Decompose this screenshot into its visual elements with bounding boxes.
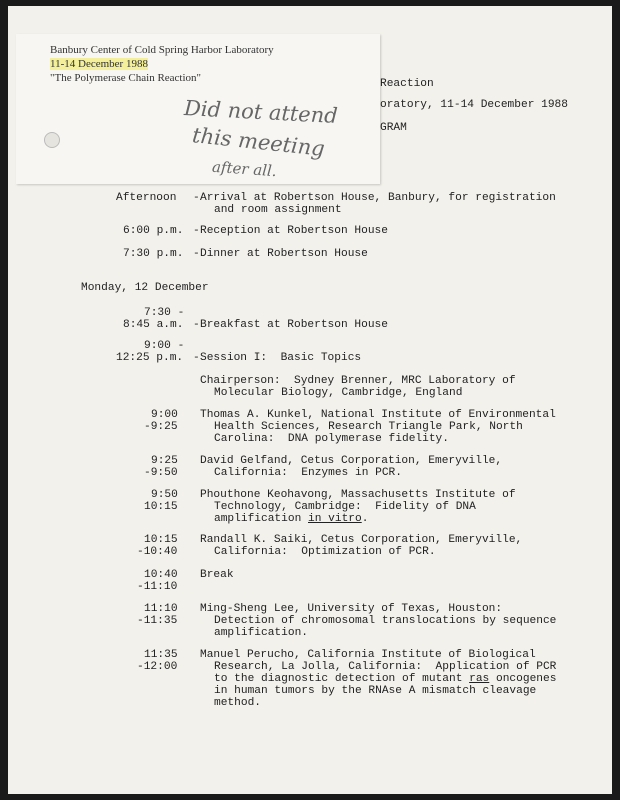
talk-line: Detection of chromosomal translocations by sequence (214, 615, 557, 627)
talk-line: Ming-Sheng Lee, University of Texas, Houston: (200, 603, 503, 615)
document-page (8, 6, 612, 794)
schedule-dash: - (193, 352, 200, 364)
talk-line: in human tumors by the RNAse A mismatch cleavage (214, 685, 537, 697)
talk-line: California: Enzymes in PCR. (214, 467, 402, 479)
talk-line: Carolina: DNA polymerase fidelity. (214, 433, 449, 445)
talk-line: amplification. (214, 627, 308, 639)
talk-time-start: 9:50 (151, 489, 178, 501)
schedule-dash: - (193, 319, 200, 331)
handwritten-note-line-2: this meeting (191, 123, 326, 161)
schedule-text: Dinner at Robertson House (200, 248, 368, 260)
chairperson-line-2: Molecular Biology, Cambridge, England (214, 387, 463, 399)
session-time-start: 9:00 - (144, 340, 185, 352)
header-program: GRAM (380, 122, 407, 134)
talk-line-end: oncogenes (489, 673, 557, 685)
schedule-dash: - (193, 192, 200, 204)
note-punch-hole (44, 132, 60, 148)
schedule-text-cont: and room assignment (214, 204, 342, 216)
note-line-2 (50, 58, 148, 70)
talk-time-end: -11:35 (137, 615, 178, 627)
note-line-3: "The Polymerase Chain Reaction" (50, 72, 202, 84)
talk-time-start: 11:10 (144, 603, 178, 615)
talk-line: Health Sciences, Research Triangle Park, North (214, 421, 523, 433)
talk-time-start: 11:35 (144, 649, 178, 661)
talk-line: Randall K. Saiki, Cetus Corporation, Emeryville, (200, 534, 523, 546)
break-label: Break (200, 569, 234, 581)
talk-line: Research, La Jolla, California: Application of PCR (214, 661, 557, 673)
talk-time-start: 9:00 (151, 409, 178, 421)
attached-note (16, 34, 380, 184)
talk-time-start: 9:25 (151, 455, 178, 467)
breakfast-time-end: 8:45 a.m. (123, 319, 184, 331)
session-title: Session I: Basic Topics (200, 352, 362, 364)
talk-time-start: 10:15 (144, 534, 178, 546)
chairperson-line-1: Chairperson: Sydney Brenner, MRC Laboratory of (200, 375, 516, 387)
talk-time-end: -11:10 (137, 581, 178, 593)
talk-line (214, 673, 556, 685)
talk-line: California: Optimization of PCR. (214, 546, 436, 558)
schedule-text: Reception at Robertson House (200, 225, 388, 237)
talk-line: Phouthone Keohavong, Massachusetts Institute of (200, 489, 516, 501)
handwritten-note-line-3: after all. (211, 157, 278, 181)
emphasis-ras: ras (469, 673, 490, 685)
talk-line-text: amplification (214, 513, 308, 525)
talk-time-end: -9:25 (144, 421, 178, 433)
breakfast-time-start: 7:30 - (144, 307, 185, 319)
emphasis-in-vitro: in vitro (308, 513, 362, 525)
breakfast-text: Breakfast at Robertson House (200, 319, 388, 331)
schedule-time: Afternoon (116, 192, 177, 204)
note-line-1: Banbury Center of Cold Spring Harbor Laboratory (50, 44, 274, 56)
talk-line: method. (214, 697, 261, 709)
note-line-2-text: 11-14 December 1988 (50, 58, 148, 70)
talk-line-end: . (361, 513, 369, 525)
talk-time-end: -9:50 (144, 467, 178, 479)
handwritten-note-line-1: Did not attend (183, 95, 339, 129)
talk-line: Manuel Perucho, California Institute of Biological (200, 649, 536, 661)
talk-line: Technology, Cambridge: Fidelity of DNA (214, 501, 476, 513)
talk-time-start: 10:40 (144, 569, 178, 581)
schedule-time: 7:30 p.m. (123, 248, 184, 260)
session-time-end: 12:25 p.m. (116, 352, 184, 364)
talk-time-end: 10:15 (144, 501, 178, 513)
talk-time-end: -10:40 (137, 546, 178, 558)
schedule-dash: - (193, 248, 200, 260)
schedule-text: Arrival at Robertson House, Banbury, for registration (200, 192, 556, 204)
talk-line: David Gelfand, Cetus Corporation, Emeryville, (200, 455, 503, 467)
header-location: oratory, 11-14 December 1988 (380, 99, 568, 111)
talk-time-end: -12:00 (137, 661, 178, 673)
talk-line-text: to the diagnostic detection of mutant (214, 673, 470, 685)
talk-line: Thomas A. Kunkel, National Institute of Environmental (200, 409, 556, 421)
talk-line (214, 513, 368, 525)
header-title: Reaction (380, 78, 434, 90)
schedule-time: 6:00 p.m. (123, 225, 184, 237)
day-heading: Monday, 12 December (81, 282, 209, 294)
schedule-dash: - (193, 225, 200, 237)
